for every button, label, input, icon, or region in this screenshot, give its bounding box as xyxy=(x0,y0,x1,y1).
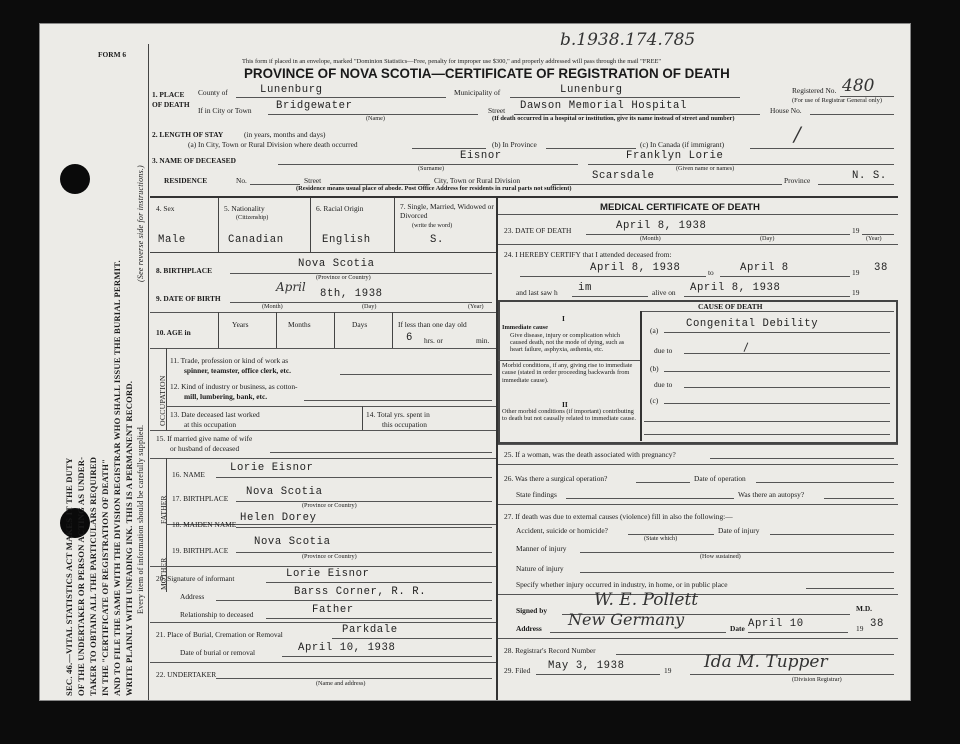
racial-origin-label: 6. Racial Origin xyxy=(316,204,364,213)
physician-address: New Germany xyxy=(568,610,685,629)
birthplace-caption: (Province or Country) xyxy=(316,274,371,281)
to-label: to xyxy=(708,268,714,277)
sex-value: Male xyxy=(158,234,186,246)
q14-label: 14. Total yrs. spent in xyxy=(366,410,430,419)
undertaker-caption: (Name and address) xyxy=(316,680,366,687)
filed-label: 29. Filed xyxy=(504,666,531,675)
burial-date-label: Date of burial or removal xyxy=(180,648,256,657)
province-label: Province xyxy=(784,176,811,185)
dob-label: 9. DATE OF BIRTH xyxy=(156,294,221,303)
age-years-label: Years xyxy=(232,320,249,329)
age-days-label: Days xyxy=(352,320,368,329)
last-saw-label: and last saw h xyxy=(516,288,558,297)
alive-year-prefix: 19 xyxy=(852,288,860,297)
last-saw-value: im xyxy=(578,282,592,294)
external-causes-label: 27. If death was due to external causes (violence) fill in also the following:— xyxy=(504,512,733,521)
death-date-value: April 8, 1938 xyxy=(616,220,707,232)
municipality-label: Municipality of xyxy=(454,88,501,97)
informant-label: 20. Signature of informant xyxy=(156,574,235,583)
cause-c-marker: (c) xyxy=(650,396,659,405)
md-label: M.D. xyxy=(856,604,873,613)
burial-place-label: 21. Place of Burial, Cremation or Removal xyxy=(156,630,283,639)
death-day-caption: (Day) xyxy=(760,235,775,242)
length-of-stay-sub: (in years, months and days) xyxy=(244,130,326,139)
death-certificate: SEC. 46.—VITAL STATISTICS ACT MAKES IT THE DUTY OF THE UNDERTAKER OR PERSON ACTING AS UNDER- TAKER TO OBTAIN ALL THE PARTICULARS REQUIRED IN THE "CERTIFICATE OF REGISTRATION OF DEATH" AND TO FILE THE SAME WITH THE DIVISION REGISTRAR WHO SHALL ISSUE THE BURIAL PERMIT. WRITE PLAINLY WITH UNFADING INK. THIS IS A PERMANENT RECORD. Every item of information should be carefully supplied. (See reverse side for instructions.) FORM 6 b.1938.174.785 This form if placed in an envelope, marked "Dominion Statistics—Free, penalty for improper use $300," and properly addressed will pass through the mail "FREE" PROVINCE OF NOVA SCOTIA—CERTIFICATE OF REGISTRATION OF DEATH Registered No. 480 (For use of Registrar General only) 1. PLACE OF DEATH County of Lunenburg Municipality of Lunenburg If in City or Town Bridgewater (Name) Street Dawson Memorial Hospital House No. (If death occurred in a hospital or institution, give its name instead of street and number) 2. LENGTH OF STAY (in years, months and days) (a) In City, Town or Rural Division where death occurred (b) In Province (c) In Canada (if immigrant) / 3. NAME OF DECEASED Eisnor (Surname) Franklyn Lorie (Given name or names) RESIDENCE No. Street City, Town or Rural Division Scarsdale Province N. S. (Residence means usual place of abode. Post Office Address for residents in rural parts not sufficient) 4. Sex Male 5. Nationality (Citizenship) Canadian 6. Racial Origin English 7. Single, Married, Widowed or Divorced (write the word) S. 8. BIRTHPLACE Nova Scotia (Province or Country) 9. DATE OF BIRTH April 8th, 1938 (Month) (Day) (Year) 10. AGE in Years Months Days If less than one day old 6 hrs. or min. OCCUPATION 11. Trade, profession or kind of work as spinner, teamster, office clerk, etc. 12. Kind of industry or business, as cotton- mill, lumbering, bank, etc. 13. Date deceased last worked at this occupation 14. Total yrs. spent in this occupation 15. If married give name of wife or husband of deceased FATHER MOTHER 16. NAME Lorie Eisnor 17. BIRTHPLACE Nova Scotia (Province or Country) 18. MAIDEN NAME Helen Dorey 19. BIRTHPLACE Nova Scotia (Province or Country) 20. Signature of informant Lorie Eisnor Address Barss Corner, R. R. Relationship to deceased Father 21. Place of Burial, Cremation or Removal Parkdale Date of burial or removal April 10, 1938 22. UNDERTAKER (Name and address) MEDICAL CERTIFICATE OF DEATH 23. DATE OF DEATH April 8, 1938 19 (Month) (Day) (Year) 24. I HEREBY CERTIFY that I attended deceased from: April 8, 1938 to April 8 19 38 and last saw h im alive on April 8, 1938 19 CAUSE OF DEATH I Immediate cause Give disease, injury or complication which caused death, not the mode of dying, such as heart failure, asphyxia, asthenia, etc. (a) Congenital Debility due to \ Morbid conditions, if any, giving rise to immediate cause (stated in order proceeding backwards from immediate cause). (b) due to (c) II Other morbid conditions (if important) contributing to death but not causally related to immediate cause. 25. If a woman, was the death associated with pregnancy? 26. Was there a surgical operation? Date of operation State findings Was there an autopsy? 27. If death was due to external causes (violence) fill in also the following:— Accident, suicide or homicide? (State which) Date of injury Manner of injury (How sustained) Nature of injury Specify whether injury occurred in industry, in home, or in public place Signed by W. E. Pollett M.D. Address New Germany Date April 10 19 38 28. Registrar's Record Number 29. Filed May 3, 1938 19 Ida M. Tupper (Division Registrar) xyxy=(40,24,910,700)
reference-number: b.1938.174.785 xyxy=(560,30,696,50)
mother-birthplace-label: 19. BIRTHPLACE xyxy=(172,546,229,555)
nationality-value: Canadian xyxy=(228,234,284,246)
filed-year-prefix: 19 xyxy=(664,666,672,675)
under-day-label: If less than one day old xyxy=(398,320,467,329)
q13-label: 13. Date deceased last worked xyxy=(170,410,260,419)
mother-maiden-label: 18. MAIDEN NAME xyxy=(172,520,237,529)
registered-no: 480 xyxy=(842,76,875,96)
form-number: FORM 6 xyxy=(98,50,127,59)
nature-label: Nature of injury xyxy=(516,564,564,573)
county-value: Lunenburg xyxy=(260,84,323,96)
father-birthplace-label: 17. BIRTHPLACE xyxy=(172,494,229,503)
stray-mark: \ xyxy=(740,339,752,355)
alive-on-label: alive on xyxy=(652,288,676,297)
residence-city-label: City, Town or Rural Division xyxy=(434,176,521,185)
division-registrar-caption: (Division Registrar) xyxy=(792,676,842,683)
margin-rule xyxy=(148,44,149,700)
occupation-vertical-label: OCCUPATION xyxy=(158,375,167,426)
cause-a-value: Congenital Debility xyxy=(686,318,819,330)
stay-mark: / xyxy=(794,122,801,146)
morbid-conditions-label: Morbid conditions, if any, giving rise to immediate cause (stated in order proceeding backwards from immediate cause). xyxy=(502,362,633,384)
given-names-value: Franklyn Lorie xyxy=(626,150,724,162)
county-label: County of xyxy=(198,88,228,97)
envelope-note: This form if placed in an envelope, marked "Dominion Statistics—Free, penalty for improper use $300," and properly addressed will pass through the mail "FREE" xyxy=(242,58,661,65)
marital-label: 7. Single, Married, Widowed or Divorced xyxy=(400,202,494,220)
q12-label: 12. Kind of industry or business, as cotton- xyxy=(170,382,298,391)
residence-street-label: Street xyxy=(304,176,322,185)
death-date-label: 23. DATE OF DEATH xyxy=(504,226,572,235)
father-name-label: 16. NAME xyxy=(172,470,205,479)
immediate-cause-note: Give disease, injury or complication which caused death, not the mode of dying, such as heart failure, asphyxia, asthenia, etc. xyxy=(510,332,625,354)
street-value: Dawson Memorial Hospital xyxy=(520,100,687,112)
marital-caption: (write the word) xyxy=(412,222,453,229)
father-name-value: Lorie Eisnor xyxy=(230,462,314,474)
stay-b: (b) In Province xyxy=(492,140,537,149)
physician-year-prefix: 19 xyxy=(856,624,864,633)
father-country-caption: (Province or Country) xyxy=(302,502,357,509)
informant-signature: Lorie Eisnor xyxy=(286,568,370,580)
age-months-label: Months xyxy=(288,320,311,329)
q12-examples: mill, lumbering, bank, etc. xyxy=(184,392,268,401)
informant-address-label: Address xyxy=(180,592,205,601)
cause-a-marker: (a) xyxy=(650,326,659,335)
burial-place-value: Parkdale xyxy=(342,624,398,636)
relationship-value: Father xyxy=(312,604,354,616)
accident-label: Accident, suicide or homicide? xyxy=(516,526,608,535)
part-two-marker: II xyxy=(562,400,568,409)
city-value: Bridgewater xyxy=(276,100,353,112)
medical-cert-title: MEDICAL CERTIFICATE OF DEATH xyxy=(600,202,760,213)
residence-city-value: Scarsdale xyxy=(592,170,655,182)
relationship-label: Relationship to deceased xyxy=(180,610,254,619)
min-label: min. xyxy=(476,336,490,345)
house-label: House No. xyxy=(770,106,802,115)
birthplace-label: 8. BIRTHPLACE xyxy=(156,266,212,275)
dob-year-caption: (Year) xyxy=(468,303,484,310)
how-caption: (How sustained) xyxy=(700,553,741,560)
city-label: If in City or Town xyxy=(198,106,252,115)
physician-date-label: Date xyxy=(730,624,745,633)
name-caption: (Name) xyxy=(366,115,385,122)
age-label: 10. AGE in xyxy=(156,328,191,337)
father-birthplace-value: Nova Scotia xyxy=(246,486,323,498)
sex-label: 4. Sex xyxy=(156,204,175,213)
pregnancy-label: 25. If a woman, was the death associated with pregnancy? xyxy=(504,450,676,459)
hospital-note: (If death occurred in a hospital or institution, give its name instead of street and number) xyxy=(492,115,735,122)
informant-address-value: Barss Corner, R. R. xyxy=(294,586,427,598)
physician-date-value: April 10 xyxy=(748,618,804,630)
given-caption: (Given name or names) xyxy=(676,165,735,172)
record-number-label: 28. Registrar's Record Number xyxy=(504,646,596,655)
dob-month-caption: (Month) xyxy=(262,303,283,310)
street-label: Street xyxy=(488,106,506,115)
mother-birthplace-value: Nova Scotia xyxy=(254,536,331,548)
attended-to-value: April 8 xyxy=(740,262,789,274)
birthplace-value: Nova Scotia xyxy=(298,258,375,270)
q13-sub: at this occupation xyxy=(184,420,237,429)
physician-signature: W. E. Pollett xyxy=(594,590,699,610)
certificate-title: PROVINCE OF NOVA SCOTIA—CERTIFICATE OF REGISTRATION OF DEATH xyxy=(244,66,730,81)
father-vertical-label: FATHER xyxy=(159,495,168,524)
surname-value: Eisnor xyxy=(460,150,502,162)
place-of-death-label: 1. PLACE OF DEATH xyxy=(152,90,190,109)
death-year-prefix: 19 xyxy=(852,226,860,235)
stay-c: (c) In Canada (if immigrant) xyxy=(640,140,725,149)
racial-origin-value: English xyxy=(322,234,371,246)
operation-date-label: Date of operation xyxy=(694,474,746,483)
stay-a: (a) In City, Town or Rural Division where death occurred xyxy=(188,140,358,149)
punch-hole xyxy=(60,164,90,194)
name-of-deceased-label: 3. NAME OF DECEASED xyxy=(152,156,236,165)
registrar-use-note: (For use of Registrar General only) xyxy=(792,97,882,104)
dob-month: April xyxy=(276,280,306,294)
q15-label: 15. If married give name of wife xyxy=(156,434,253,443)
surname-caption: (Surname) xyxy=(418,165,445,172)
injury-date-label: Date of injury xyxy=(718,526,760,535)
attended-year-value: 38 xyxy=(874,262,888,274)
mother-country-caption: (Province or Country) xyxy=(302,553,357,560)
marital-value: S. xyxy=(430,234,444,246)
manner-label: Manner of injury xyxy=(516,544,567,553)
q11-examples: spinner, teamster, office clerk, etc. xyxy=(184,366,291,375)
residence-note: (Residence means usual place of abode. Post Office Address for residents in rural parts not sufficient) xyxy=(296,185,572,192)
length-of-stay-label: 2. LENGTH OF STAY xyxy=(152,130,224,139)
operation-label: 26. Was there a surgical operation? xyxy=(504,474,608,483)
q14-sub: this occupation xyxy=(382,420,427,429)
hrs-label: hrs. or xyxy=(424,336,443,345)
physician-year-value: 38 xyxy=(870,618,884,630)
nationality-caption: (Citizenship) xyxy=(236,214,269,221)
certify-label: 24. I HEREBY CERTIFY that I attended deceased from: xyxy=(504,250,672,259)
findings-label: State findings xyxy=(516,490,557,499)
q15-sub: or husband of deceased xyxy=(170,444,240,453)
immediate-cause-label: Immediate cause xyxy=(502,324,548,331)
injury-place-label: Specify whether injury occurred in industry, in home, or in public place xyxy=(516,580,728,589)
residence-label: RESIDENCE xyxy=(164,176,208,185)
cause-b-marker: (b) xyxy=(650,364,659,373)
registered-no-label: Registered No. xyxy=(792,86,837,95)
undertaker-label: 22. UNDERTAKER xyxy=(156,670,217,679)
death-year-caption: (Year) xyxy=(866,235,882,242)
registrar-signature: Ida M. Tupper xyxy=(704,652,828,672)
state-which-caption: (State which) xyxy=(644,535,678,542)
alive-date-value: April 8, 1938 xyxy=(690,282,781,294)
death-month-caption: (Month) xyxy=(640,235,661,242)
nationality-label: 5. Nationality xyxy=(224,204,265,213)
other-conditions-label: Other morbid conditions (if important) contributing to death but not causally related to immediate cause. xyxy=(502,408,636,423)
filed-value: May 3, 1938 xyxy=(548,660,625,672)
mother-maiden-value: Helen Dorey xyxy=(240,512,317,524)
due-to-1: due to xyxy=(654,346,673,355)
dob-day-caption: (Day) xyxy=(362,303,377,310)
cause-title: CAUSE OF DEATH xyxy=(698,302,763,311)
residence-no-label: No. xyxy=(236,176,247,185)
municipality-value: Lunenburg xyxy=(560,84,623,96)
attended-year-prefix: 19 xyxy=(852,268,860,277)
q11-label: 11. Trade, profession or kind of work as xyxy=(170,356,289,365)
dob-day-year: 8th, 1938 xyxy=(320,288,383,300)
attended-from-value: April 8, 1938 xyxy=(590,262,681,274)
physician-address-label: Address xyxy=(516,624,542,633)
province-value: N. S. xyxy=(852,170,887,182)
burial-date-value: April 10, 1938 xyxy=(298,642,396,654)
age-hours-value: 6 xyxy=(406,332,413,344)
autopsy-label: Was there an autopsy? xyxy=(738,490,805,499)
signed-by-label: Signed by xyxy=(516,606,548,615)
part-one-marker: I xyxy=(562,314,565,323)
mother-vertical-label: MOTHER xyxy=(159,557,168,590)
due-to-2: due to xyxy=(654,380,673,389)
